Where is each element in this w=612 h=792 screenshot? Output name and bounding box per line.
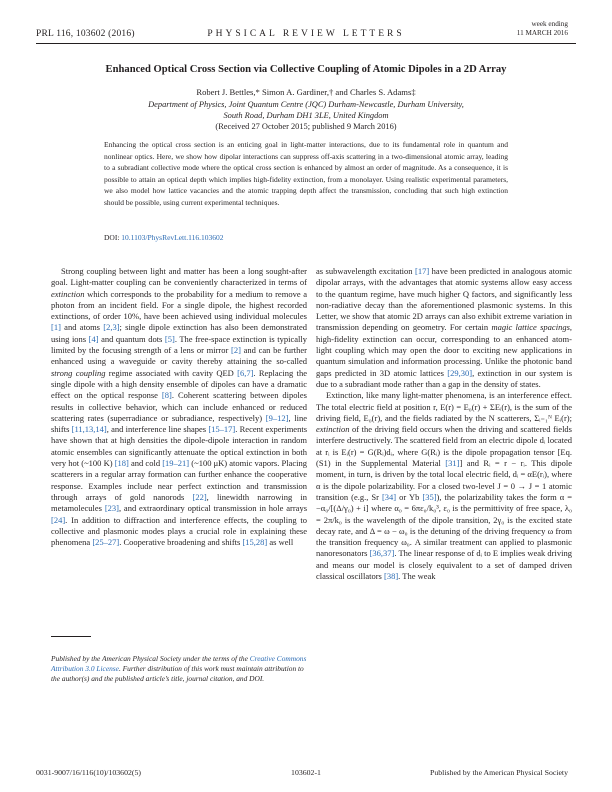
citation-link[interactable]: [6,7] <box>237 367 254 378</box>
footer-publisher: Published by the American Physical Society <box>430 768 568 777</box>
footer-page-number: 103602-1 <box>291 768 321 777</box>
doi-link[interactable]: 10.1103/PhysRevLett.116.103602 <box>121 233 224 242</box>
citation-link[interactable]: [22] <box>192 491 207 502</box>
author-list: Robert J. Bettles,* Simon A. Gardiner,† and Charles S. Adams‡ <box>196 87 416 97</box>
body-column-left <box>51 266 307 548</box>
header-rule <box>36 43 576 44</box>
citation-link[interactable]: [2,3] <box>103 322 120 333</box>
citation-link[interactable]: [9–12] <box>265 412 289 423</box>
affiliation-line-2: South Road, Durham DH1 3LE, United Kingdom <box>223 111 389 121</box>
citation-link[interactable]: [17] <box>415 266 430 276</box>
paper-title: Enhanced Optical Cross Section via Collective Coupling of Atomic Dipoles in a 2D Array <box>105 64 507 75</box>
citation-link[interactable]: [23] <box>104 503 119 514</box>
citation-link[interactable]: [4] <box>88 333 99 344</box>
footnote-rule <box>51 636 91 637</box>
running-header-date <box>517 20 568 39</box>
citation-link[interactable]: [25–27] <box>92 537 120 548</box>
doi-label: DOI: <box>104 233 120 242</box>
paragraph: Strong coupling between light and matter has been a long sought-after goal. Light-matter coupling can be conveniently characterized in terms of extinction which corresponds to the probability for a medium to remove a photon from an incident field. For a single dipole, the highest recorded extinctions, of order 10%, have been achieved using individual molecules [1] and atoms [2,3]; single dipole extinction has also been demonstrated using ions [4] and quantum dots [5]. The free-space extinction is typically limited by the focusing strength of a lens or mirror [2] and can be further enhanced using a waveguide or cavity thereby attaining the so-called strong coupling regime associated with cavity QED [6,7]. Replacing the single dipole with a high density ensemble of dipoles can have a dramatic effect on the optical response [8]. Coherent scattering between dipoles results in collective behavior, which can include enhanced or reduced scattering rates (superradiance or subradiance, respectively) [9–12], line shifts [11,13,14], and interference line shapes [15–17]. Recent experiments have shown that at high densities the dipole-dipole interaction in random atomic ensembles can significantly attenuate the optical extinction in both very hot (~100 K) [18] and cold [19–21] (~100 μK) atomic vapors. Placing scatterers in a regular array formation can further enhance the cooperative response. Examples include near perfect extinction and transmission through arrays of gold nanorods [22], linewidth narrowing in metamolecules [23], and extraordinary optical transmission in hole arrays [24]. In addition to diffraction and interference effects, the coupling to collective and plasmonic modes plays a crucial role in explaining these phenomena [25–27]. Cooperative broadening and shifts [15,28] as well <box>51 266 308 548</box>
citation-link[interactable]: [1] <box>51 322 61 333</box>
citation-link[interactable]: [19–21] <box>162 458 190 469</box>
citation-link[interactable]: [36,37] <box>369 548 395 559</box>
citation-link[interactable]: [34] <box>381 491 397 502</box>
license-footnote: Published by the American Physical Society under the terms of the Creative Commons Attribution 3.0 License. Further distribution of this work must maintain attribution to the author(s) and the published article’s title, journal citation, and DOI. <box>51 654 307 683</box>
citation-link[interactable]: [31] <box>445 458 460 469</box>
header-week-ending: week ending <box>531 20 568 28</box>
header-date: 11 MARCH 2016 <box>516 29 568 38</box>
citation-link[interactable]: [5] <box>164 333 175 344</box>
doi-line <box>104 233 223 242</box>
abstract: Enhancing the optical cross section is an enticing goal in light-matter interactions, due to its fundamental role in quantum and nonlinear optics. Here, we show how dipolar interactions can suppress off-axis scattering in a two-dimensional atomic array, leading to a subradiant collective mode where the optical cross section is enhanced by almost an order of magnitude. As a consequence, it is possible to attain an optical depth which implies high-fidelity extinction, from a monolayer. Using realistic experimental parameters, we also model how lattice vacancies and the atomic trapping depth affect the transmission, concluding that such high extinction should be possible, using current experimental techniques. <box>104 140 508 207</box>
citation-link[interactable]: [2] <box>231 345 241 356</box>
body-column-right <box>316 266 572 582</box>
license-link[interactable]: Creative Commons Attribution 3.0 License <box>51 654 307 673</box>
citation-link[interactable]: [15–17] <box>208 424 236 435</box>
affiliation-line-1: Department of Physics, Joint Quantum Centre (JQC) Durham-Newcastle, Durham University, <box>148 100 464 109</box>
citation-link[interactable]: [38] <box>383 571 399 582</box>
citation-link[interactable]: [8] <box>161 390 172 401</box>
citation-link[interactable]: [35] <box>422 491 437 502</box>
citation-link[interactable]: [18] <box>114 458 129 469</box>
running-header-citation: PRL 116, 103602 (2016) <box>36 29 135 39</box>
affiliation <box>0 99 612 122</box>
citation-link[interactable]: [29,30] <box>447 367 473 378</box>
citation-link[interactable]: [24] <box>51 514 66 525</box>
paragraph: Extinction, like many light-matter phenomena, is an interference effect. The total electric field at position r, E(r) = E₀(r) + ΣEᵢ(r), is the sum of the driving field, E₀(r), and the fields radiated by the N scatterers, Σᵢ₌₁ᴺ Eᵢ(r); extinction of the driving field occurs when the driving and scattered fields interfere destructively. The scattered field from an electric dipole dᵢ located at rᵢ is Eᵢ(r) = G(Rᵢ)dᵢ, where G(Rᵢ) is the dipole propagation tensor [Eq. (S1) in the Supplemental Material [31]] and Rᵢ = r − rᵢ. This dipole moment, in turn, is driven by the total local electric field, dᵢ = αE(rᵢ), where α is the dipole polarizability. For a closed two-level J = 0 → J = 1 atomic transition (e.g., Sr [34] or Yb [35]), the polarizability takes the form α = −α₀/[(Δ/γ₀) + i] where α₀ = 6πε₀/k₀³, ε₀ is the permittivity of free space, λ₀ = 2π/k₀ is the wavelength of the dipole transition, 2γ₀ is the excited state decay rate, and Δ = ω − ω₀ is the detuning of the driving frequency ω from the transition frequency ω₀. A similar treatment can applied to plasmonic nanoresonators [36,37]. The linear response of dᵢ to E implies weak driving and means our model is closely equivalent to a set of damped driven classical oscillators [38]. The weak <box>316 390 572 582</box>
footer-issn: 0031-9007/16/116(10)/103602(5) <box>36 768 141 777</box>
paragraph: as subwavelength excitation [17] have been predicted in analogous atomic dipolar arrays, with the advantages that atomic systems allow easy access to the quantum regime, have much higher Q factors, and significantly less non-radiative decay than the aforementioned plasmonic systems. In this Letter, we show that atomic 2D arrays can also exhibit extreme variation in transmission depending on geometry. For certain magic lattice spacings, high-fidelity extinction can occur, corresponding to an enhanced atom-light coupling which may open the door to exciting new applications in quantum simulation and information processing. Unlike the photonic band gaps predicted in 3D atomic lattices [29,30], extinction in our system is due to a subradiant mode rather than a gap in the density of states. <box>316 266 573 389</box>
citation-link[interactable]: [11,13,14] <box>71 424 107 435</box>
citation-link[interactable]: [15,28] <box>242 537 268 548</box>
running-header-journal: PHYSICAL REVIEW LETTERS <box>207 29 405 39</box>
received-dates: (Received 27 October 2015; published 9 March 2016) <box>215 122 397 131</box>
